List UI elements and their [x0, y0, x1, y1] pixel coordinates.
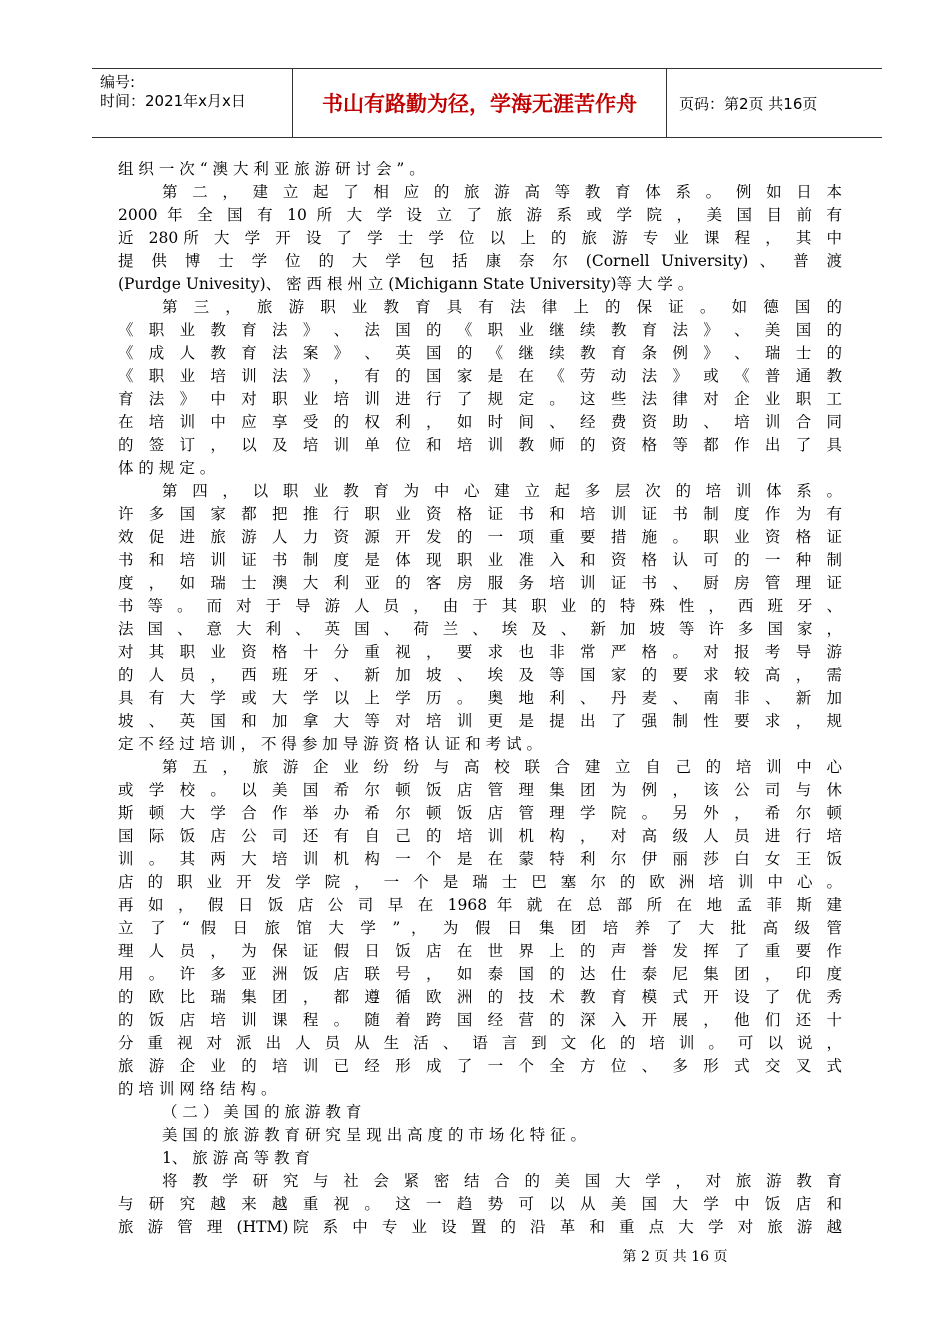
page-footer [0, 1248, 950, 1266]
text-line: 第 五 ， 旅 游 企 业 纷 纷 与 高 校 联 合 建 立 自 己 的 培 训 中 心 [162, 758, 842, 776]
text-line: 《 职 业 教 育 法 》 、 法 国 的 《 职 业 继 续 教 育 法 》 、 美 国 的 [118, 321, 842, 339]
text-line: 效 促 进 旅 游 人 力 资 源 开 发 的 一 项 重 要 措 施 。 职 业 资 格 证 [118, 528, 842, 546]
text-line: 《 职 业 培 训 法 》 ， 有 的 国 家 是 在 《 劳 动 法 》 或 《 普 通 教 [118, 367, 842, 385]
text-line: 旅 游 管 理 (HTM)院 系 中 专 业 设 置 的 沿 革 和 重 点 大 学 对 旅 游 越 [118, 1218, 842, 1236]
text-line: 的 签 订 ， 以 及 培 训 单 位 和 培 训 教 师 的 资 格 等 都 作 出 了 具 [118, 436, 842, 454]
text-line: 美 国 的 旅 游 教 育 研 究 呈 现 出 高 度 的 市 场 化 特 征 。 [162, 1126, 587, 1144]
text-line: 用 。 许 多 亚 洲 饭 店 联 号 ， 如 泰 国 的 达 仕 泰 尼 集 团 ， 印 度 [118, 965, 842, 983]
text-line: 体 的 规 定 。 [118, 459, 216, 477]
text-line: 1、 旅 游 高 等 教 育 [162, 1149, 310, 1167]
text-line: 分 重 视 对 派 出 人 员 从 生 活 、 语 言 到 文 化 的 培 训 。 可 以 说 ， [118, 1034, 842, 1052]
header-motto: 书山有路勤为径，学海无涯苦作舟 [322, 92, 637, 116]
text-line: 立 了 “ 假 日 旅 馆 大 学 ” ， 为 假 日 集 团 培 养 了 大 批 高 级 管 [118, 919, 842, 937]
text-line: 斯 顿 大 学 合 作 举 办 希 尔 顿 饭 店 管 理 学 院 。 另 外 ， 希 尔 顿 [118, 804, 842, 822]
text-line: 坡 、 英 国 和 加 拿 大 等 对 培 训 更 是 提 出 了 强 制 性 要 求 ， 规 [118, 712, 842, 730]
text-line: 具 有 大 学 或 大 学 以 上 学 历 。 奥 地 利 、 丹 麦 、 南 非 、 新 加 [118, 689, 842, 707]
document-number-label: 编号: [100, 73, 136, 91]
text-line: 的 人 员 ， 西 班 牙 、 新 加 坡 、 埃 及 等 国 家 的 要 求 较 高 ， 需 [118, 666, 842, 684]
text-line: 组 织 一 次 “ 澳 大 利 亚 旅 游 研 讨 会 ” 。 [118, 160, 425, 178]
text-line: 书 等 。 而 对 于 导 游 人 员 ， 由 于 其 职 业 的 特 殊 性 ， 西 班 牙 、 [118, 597, 842, 615]
header-motto-cell [293, 69, 667, 137]
footer-page-number: 第 2 页 共 16 页 [622, 1249, 728, 1265]
text-line: 近 280所 大 学 开 设 了 学 士 学 位 以 上 的 旅 游 专 业 课 程 ， 其 中 [118, 229, 842, 247]
text-line: 在 培 训 中 应 享 受 的 权 利 ， 如 时 间 、 经 费 资 助 、 培 训 合 同 [118, 413, 842, 431]
text-line: 的 培 训 网 络 结 构 。 [118, 1080, 277, 1098]
text-line: 或 学 校 。 以 美 国 希 尔 顿 饭 店 管 理 集 团 为 例 ， 该 公 司 与 休 [118, 781, 842, 799]
text-line: 训 。 其 两 大 培 训 机 构 一 个 是 在 蒙 特 利 尔 伊 丽 莎 白 女 王 饭 [118, 850, 842, 868]
text-line: 旅 游 企 业 的 培 训 已 经 形 成 了 一 个 全 方 位 、 多 形 式 交 叉 式 [118, 1057, 842, 1075]
text-line: 2000 年 全 国 有 10 所 大 学 设 立 了 旅 游 系 或 学 院 ， 美 国 目 前 有 [118, 206, 842, 224]
text-line: 理 人 员 ， 为 保 证 假 日 饭 店 在 世 界 上 的 声 誉 发 挥 了 重 要 作 [118, 942, 842, 960]
text-line: 对 其 职 业 资 格 十 分 重 视 ， 要 求 也 非 常 严 格 。 对 报 考 导 游 [118, 643, 842, 661]
text-line: 第 二 ， 建 立 起 了 相 应 的 旅 游 高 等 教 育 体 系 。 例 如 日 本 [162, 183, 842, 201]
text-line: 第 三 ， 旅 游 职 业 教 育 具 有 法 律 上 的 保 证 。 如 德 国 的 [162, 298, 842, 316]
text-line: （ 二 ） 美 国 的 旅 游 教 育 [162, 1103, 362, 1121]
header-meta-cell [92, 69, 293, 137]
text-line: 将 教 学 研 究 与 社 会 紧 密 结 合 的 美 国 大 学 ， 对 旅 游 教 育 [162, 1172, 842, 1190]
header-page-number: 页码：第2页 共16页 [679, 94, 818, 113]
text-line: 育 法 》 中 对 职 业 培 训 进 行 了 规 定 。 这 些 法 律 对 企 业 职 工 [118, 390, 842, 408]
text-line: 店 的 职 业 开 发 学 院 ， 一 个 是 瑞 士 巴 塞 尔 的 欧 洲 培 训 中 心 。 [118, 873, 842, 891]
header-page-cell [667, 69, 882, 137]
text-line: 提 供 博 士 学 位 的 大 学 包 括 康 奈 尔 (Cornell University) 、 普 渡 [118, 252, 842, 270]
text-line: 《 成 人 教 育 法 案 》 、 英 国 的 《 继 续 教 育 条 例 》 、 瑞 士 的 [118, 344, 842, 362]
text-line: 许 多 国 家 都 把 推 行 职 业 资 格 证 书 和 培 训 证 书 制 度 作 为 有 [118, 505, 842, 523]
text-line: 的 欧 比 瑞 集 团 ， 都 遵 循 欧 洲 的 技 术 教 育 模 式 开 设 了 优 秀 [118, 988, 842, 1006]
text-line: 书 和 培 训 证 书 制 度 是 体 现 职 业 准 入 和 资 格 认 可 的 一 种 制 [118, 551, 842, 569]
text-line: 的 饭 店 培 训 课 程 。 随 着 跨 国 经 营 的 深 入 开 展 ， 他 们 还 十 [118, 1011, 842, 1029]
text-line: 第 四 ， 以 职 业 教 育 为 中 心 建 立 起 多 层 次 的 培 训 体 系 。 [162, 482, 842, 500]
text-line: 国 际 饭 店 公 司 还 有 自 己 的 培 训 机 构 ， 对 高 级 人 员 进 行 培 [118, 827, 842, 845]
document-time-label: 时间：2021年x月x日 [100, 92, 246, 110]
text-line: 与 研 究 越 来 越 重 视 。 这 一 趋 势 可 以 从 美 国 大 学 中 饭 店 和 [118, 1195, 842, 1213]
text-line: 再 如 ， 假 日 饭 店 公 司 早 在 1968 年 就 在 总 部 所 在 地 孟 菲 斯 建 [118, 896, 842, 914]
text-line: 定 不 经 过 培 训 ， 不 得 参 加 导 游 资 格 认 证 和 考 试 。 [118, 735, 543, 753]
document-body [118, 158, 842, 1239]
text-line: 度 ， 如 瑞 士 澳 大 利 亚 的 客 房 服 务 培 训 证 书 、 厨 房 管 理 证 [118, 574, 842, 592]
text-line: 法 国 、 意 大 利 、 英 国 、 荷 兰 、 埃 及 、 新 加 坡 等 许 多 国 家 ， [118, 620, 842, 638]
text-line: (Purdge Univesity)、 密 西 根 州 立 (Michigann State University)等 大 学 。 [118, 275, 694, 293]
document-header [92, 68, 882, 138]
